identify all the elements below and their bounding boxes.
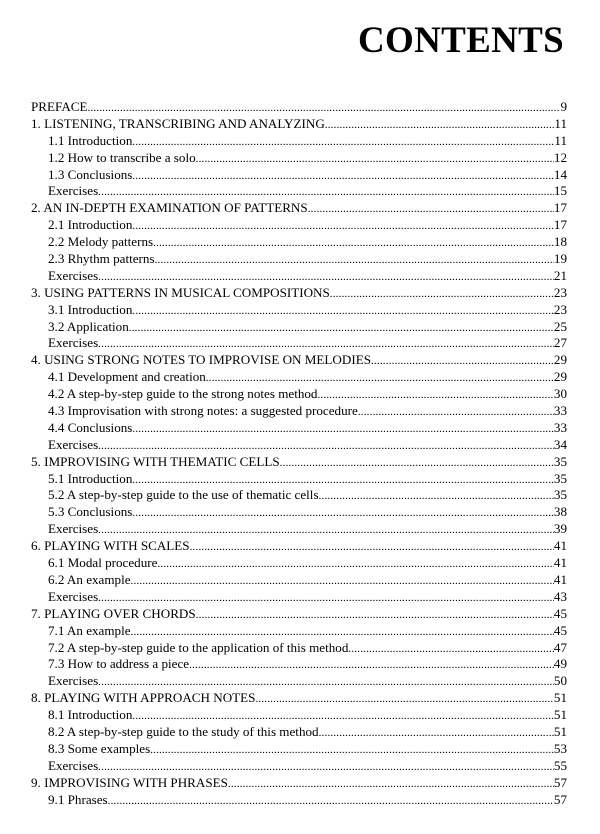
- toc-subsection[interactable]: [31, 251, 567, 268]
- dot-leader: [153, 235, 554, 251]
- toc-subsection[interactable]: [31, 183, 567, 200]
- toc-subsection[interactable]: [31, 521, 567, 538]
- toc-entry-page-number: 23: [553, 284, 567, 300]
- toc-entry-title: 6. PLAYING WITH SCALES: [31, 538, 190, 554]
- toc-entry-page-number: 41: [553, 571, 567, 587]
- toc-entry-page-number: 45: [553, 605, 567, 621]
- toc-subsection[interactable]: [31, 319, 567, 336]
- toc-entry-page-number: 57: [553, 791, 567, 807]
- toc-entry-page-number: 29: [553, 369, 567, 385]
- toc-entry-page-number: 53: [553, 740, 567, 756]
- toc-entry-title: 4.4 Conclusions: [48, 419, 133, 435]
- toc-entry-title: 6.2 An example: [48, 571, 131, 587]
- toc-entry-page-number: 34: [553, 436, 567, 452]
- toc-entry-page-number: 39: [553, 521, 567, 537]
- toc-subsection[interactable]: [31, 268, 567, 285]
- dot-leader: [98, 438, 554, 454]
- toc-subsection[interactable]: [31, 302, 567, 319]
- toc-subsection[interactable]: [31, 707, 567, 724]
- toc-chapter[interactable]: [31, 690, 567, 707]
- toc-entry-title: 9. IMPROVISING WITH PHRASES: [31, 774, 228, 790]
- toc-subsection[interactable]: [31, 133, 567, 150]
- dot-leader: [98, 674, 554, 690]
- dot-leader: [98, 269, 554, 285]
- dot-leader: [132, 218, 554, 234]
- dot-leader: [319, 488, 554, 504]
- dot-leader: [157, 556, 553, 572]
- toc-subsection[interactable]: [31, 656, 567, 673]
- toc-entry-page-number: 18: [553, 234, 567, 250]
- dot-leader: [190, 539, 554, 555]
- toc-entry-page-number: 51: [553, 723, 567, 739]
- toc-chapter[interactable]: [31, 200, 567, 217]
- toc-entry-page-number: 41: [553, 538, 567, 554]
- dot-leader: [308, 201, 554, 217]
- toc-entry-page-number: 23: [553, 301, 567, 317]
- toc-entry-page-number: 12: [553, 149, 567, 165]
- toc-subsection[interactable]: [31, 403, 567, 420]
- toc-entry-title: 3. USING PATTERNS IN MUSICAL COMPOSITIONS: [31, 284, 330, 300]
- dot-leader: [330, 286, 554, 302]
- toc-entry-page-number: 19: [553, 251, 567, 267]
- dot-leader: [132, 421, 554, 437]
- toc-entry-page-number: 35: [553, 487, 567, 503]
- toc-entry-page-number: 51: [553, 707, 567, 723]
- toc-entry-page-number: 51: [553, 690, 567, 706]
- toc-entry-title: 2.2 Melody patterns: [48, 234, 154, 250]
- toc-entry-title: 5.3 Conclusions: [48, 504, 133, 520]
- dot-leader: [280, 455, 554, 471]
- dot-leader: [206, 370, 554, 386]
- dot-leader: [196, 151, 554, 167]
- toc-subsection[interactable]: [31, 758, 567, 775]
- dot-leader: [131, 573, 554, 589]
- toc-subsection[interactable]: [31, 234, 567, 251]
- dot-leader: [358, 404, 554, 420]
- dot-leader: [132, 505, 554, 521]
- toc-entry-page-number: 29: [553, 352, 567, 368]
- toc-chapter[interactable]: [31, 538, 567, 555]
- toc-subsection[interactable]: [31, 741, 567, 758]
- toc-entry-title: 7. PLAYING OVER CHORDS: [31, 605, 196, 621]
- toc-entry-page-number: 50: [553, 673, 567, 689]
- toc-chapter[interactable]: [31, 454, 567, 471]
- toc-subsection[interactable]: [31, 504, 567, 521]
- dot-leader: [132, 472, 554, 488]
- toc-entry-page-number: 41: [553, 555, 567, 571]
- table-of-contents: [31, 99, 567, 808]
- dot-leader: [98, 336, 554, 352]
- toc-subsection[interactable]: [31, 673, 567, 690]
- toc-entry-page-number: 30: [553, 386, 567, 402]
- toc-entry-title: 2.3 Rhythm patterns: [48, 251, 155, 267]
- toc-entry-title: Exercises: [48, 267, 99, 283]
- dot-leader: [155, 252, 554, 268]
- toc-entry-page-number: 9: [560, 99, 567, 114]
- dot-leader: [132, 134, 554, 150]
- toc-entry-title: 4. USING STRONG NOTES TO IMPROVISE ON MELODIES: [31, 352, 371, 368]
- dot-leader: [319, 725, 554, 741]
- dot-leader: [255, 691, 553, 707]
- toc-entry-title: 3.2 Application: [48, 318, 129, 334]
- toc-chapter[interactable]: [31, 775, 567, 792]
- toc-chapter[interactable]: [31, 116, 567, 133]
- toc-entry-title: 2. AN IN-DEPTH EXAMINATION OF PATTERNS: [31, 200, 308, 216]
- toc-subsection[interactable]: [31, 369, 567, 386]
- toc-entry-page-number: 38: [553, 504, 567, 520]
- toc-entry-title: Exercises: [48, 183, 99, 199]
- toc-subsection[interactable]: [31, 623, 567, 640]
- toc-entry-title: 1.1 Introduction: [48, 132, 133, 148]
- toc-subsection[interactable]: [31, 487, 567, 504]
- toc-chapter[interactable]: [31, 606, 567, 623]
- toc-entry-title: Exercises: [48, 588, 99, 604]
- toc-entry-title: 1. LISTENING, TRANSCRIBING AND ANALYZING: [31, 115, 325, 131]
- toc-entry-page-number: 47: [553, 639, 567, 655]
- toc-subsection[interactable]: [31, 572, 567, 589]
- toc-entry-page-number: 21: [553, 267, 567, 283]
- toc-subsection[interactable]: [31, 555, 567, 572]
- toc-entry-page-number: 49: [553, 656, 567, 672]
- dot-leader: [98, 184, 554, 200]
- toc-subsection[interactable]: [31, 640, 567, 657]
- dot-leader: [108, 793, 554, 809]
- dot-leader: [348, 641, 554, 657]
- toc-entry-title: 7.2 A step-by-step guide to the application of this method: [48, 639, 349, 655]
- toc-entry-title: Exercises: [48, 436, 99, 452]
- toc-entry-page-number: 33: [553, 403, 567, 419]
- page-title: CONTENTS: [358, 20, 564, 61]
- dot-leader: [325, 117, 555, 133]
- dot-leader: [150, 742, 554, 758]
- toc-entry-title: PREFACE: [31, 99, 88, 114]
- toc-subsection[interactable]: [31, 150, 567, 167]
- toc-entry-title: 7.1 An example: [48, 622, 131, 638]
- toc-entry-title: 3.1 Introduction: [48, 301, 133, 317]
- toc-entry-title: 9.1 Phrases: [48, 791, 108, 807]
- toc-entry-page-number: 43: [553, 588, 567, 604]
- toc-entry-page-number: 17: [553, 217, 567, 233]
- toc-subsection[interactable]: [31, 724, 567, 741]
- dot-leader: [132, 303, 554, 319]
- toc-entry-title: Exercises: [48, 757, 99, 773]
- dot-leader: [132, 168, 554, 184]
- dot-leader: [196, 607, 554, 623]
- toc-entry-page-number: 33: [553, 419, 567, 435]
- toc-subsection[interactable]: [31, 167, 567, 184]
- toc-subsection[interactable]: [31, 217, 567, 234]
- dot-leader: [129, 320, 554, 336]
- dot-leader: [98, 522, 554, 538]
- toc-entry-page-number: 11: [554, 115, 567, 131]
- toc-chapter[interactable]: [31, 99, 567, 116]
- toc-subsection[interactable]: [31, 420, 567, 437]
- toc-entry-page-number: 11: [554, 132, 567, 148]
- toc-subsection[interactable]: [31, 437, 567, 454]
- toc-entry-title: 4.2 A step-by-step guide to the strong notes method: [48, 386, 318, 402]
- toc-subsection[interactable]: [31, 335, 567, 352]
- dot-leader: [228, 776, 554, 792]
- toc-subsection[interactable]: [31, 589, 567, 606]
- toc-entry-title: 4.3 Improvisation with strong notes: a suggested procedure: [48, 403, 358, 419]
- toc-subsection[interactable]: [31, 471, 567, 488]
- toc-entry-title: 8.2 A step-by-step guide to the study of this method: [48, 723, 319, 739]
- toc-entry-title: 7.3 How to address a piece: [48, 656, 190, 672]
- dot-leader: [371, 353, 554, 369]
- toc-entry-title: 2.1 Introduction: [48, 217, 133, 233]
- toc-entry-title: 5.2 A step-by-step guide to the use of thematic cells: [48, 487, 319, 503]
- toc-chapter[interactable]: [31, 352, 567, 369]
- toc-entry-title: 6.1 Modal procedure: [48, 555, 158, 571]
- toc-entry-title: 5.1 Introduction: [48, 470, 133, 486]
- toc-entry-title: Exercises: [48, 521, 99, 537]
- toc-entry-page-number: 14: [553, 166, 567, 182]
- dot-leader: [132, 708, 554, 724]
- toc-entry-title: 5. IMPROVISING WITH THEMATIC CELLS: [31, 453, 280, 469]
- toc-entry-title: 8.1 Introduction: [48, 707, 133, 723]
- dot-leader: [98, 590, 554, 606]
- toc-entry-page-number: 27: [553, 335, 567, 351]
- toc-entry-page-number: 25: [553, 318, 567, 334]
- toc-subsection[interactable]: [31, 386, 567, 403]
- toc-entry-title: 1.2 How to transcribe a solo: [48, 149, 196, 165]
- toc-entry-title: 8.3 Some examples: [48, 740, 151, 756]
- dot-leader: [131, 624, 554, 640]
- toc-entry-page-number: 15: [553, 183, 567, 199]
- toc-entry-page-number: 57: [553, 774, 567, 790]
- toc-entry-page-number: 17: [553, 200, 567, 216]
- toc-entry-page-number: 55: [553, 757, 567, 773]
- toc-entry-title: 4.1 Development and creation: [48, 369, 206, 385]
- dot-leader: [317, 387, 553, 403]
- dot-leader: [98, 759, 554, 775]
- toc-chapter[interactable]: [31, 285, 567, 302]
- toc-entry-title: 1.3 Conclusions: [48, 166, 133, 182]
- toc-subsection[interactable]: [31, 792, 567, 809]
- toc-entry-title: Exercises: [48, 335, 99, 351]
- dot-leader: [88, 100, 561, 116]
- toc-entry-page-number: 45: [553, 622, 567, 638]
- toc-entry-page-number: 35: [553, 470, 567, 486]
- dot-leader: [189, 657, 554, 673]
- toc-entry-title: Exercises: [48, 673, 99, 689]
- toc-entry-page-number: 35: [553, 453, 567, 469]
- toc-entry-title: 8. PLAYING WITH APPROACH NOTES: [31, 690, 256, 706]
